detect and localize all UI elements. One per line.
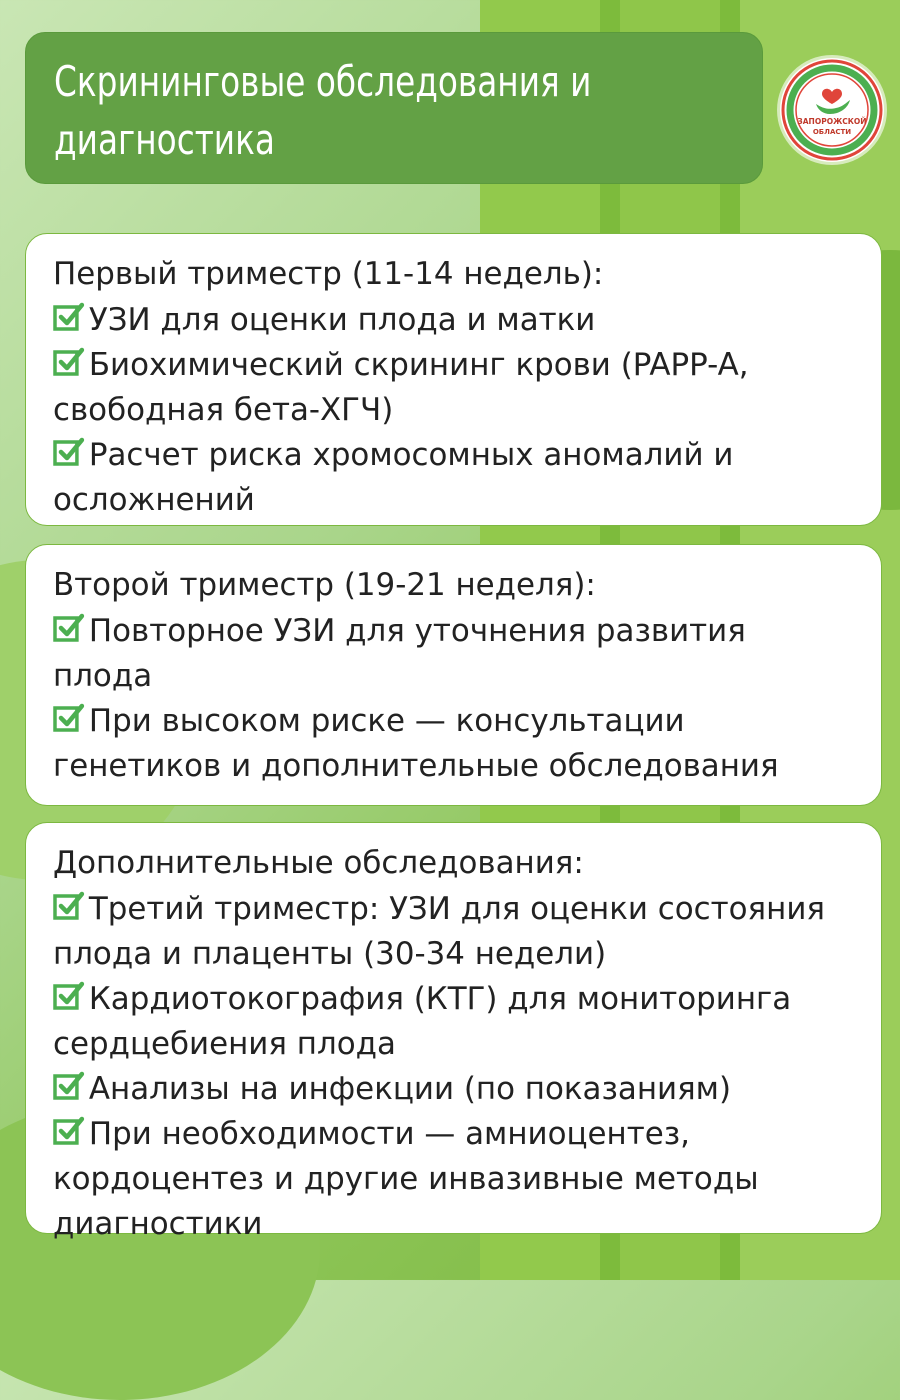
list-item-text: При необходимости — амниоцентез, bbox=[88, 1116, 690, 1152]
card-heading: Второй триместр (19-21 неделя): bbox=[53, 567, 596, 603]
list-item-text: генетиков и дополнительные обследования bbox=[53, 748, 779, 784]
list-item bbox=[53, 433, 881, 523]
heart-hand-icon bbox=[780, 58, 884, 162]
list-item bbox=[53, 343, 881, 433]
checkbox-checked-icon bbox=[53, 612, 85, 644]
title-line: диагностика bbox=[54, 115, 275, 164]
list-item bbox=[53, 609, 881, 699]
list-item-text: сердцебиения плода bbox=[53, 1026, 396, 1062]
list-item-text: плода bbox=[53, 658, 153, 694]
second-trimester-card bbox=[25, 544, 882, 806]
card-heading: Первый триместр (11-14 недель): bbox=[53, 256, 604, 292]
list-item bbox=[53, 977, 881, 1067]
checkbox-checked-icon bbox=[53, 346, 85, 378]
checkbox-checked-icon bbox=[53, 702, 85, 734]
title-banner bbox=[25, 32, 763, 184]
list-item-text: Третий триместр: УЗИ для оценки состояния bbox=[88, 891, 825, 927]
checkbox-checked-icon bbox=[53, 890, 85, 922]
list-item-text: Расчет риска хромосомных аномалий и bbox=[88, 437, 734, 473]
checkbox-checked-icon bbox=[53, 1070, 85, 1102]
list-item-text: Кардиотокография (КТГ) для мониторинга bbox=[88, 981, 792, 1017]
list-item bbox=[53, 699, 881, 789]
list-item-text: УЗИ для оценки плода и матки bbox=[88, 302, 596, 338]
additional-exams-card bbox=[25, 822, 882, 1242]
checkbox-checked-icon bbox=[53, 301, 85, 333]
list-item-text: При высоком риске — консультации bbox=[88, 703, 685, 739]
list-item bbox=[53, 298, 881, 343]
svg-text:ЗАПОРОЖСКОЙ: ЗАПОРОЖСКОЙ bbox=[797, 117, 867, 126]
card-heading: Дополнительные обследования: bbox=[53, 845, 584, 881]
checkbox-checked-icon bbox=[53, 436, 85, 468]
list-item-text: диагностики bbox=[53, 1206, 263, 1242]
list-item-text: плода и плаценты (30-34 недели) bbox=[53, 936, 607, 972]
checkbox-checked-icon bbox=[53, 1115, 85, 1147]
list-item-text: кордоцентез и другие инвазивные методы bbox=[53, 1161, 759, 1197]
list-item bbox=[53, 887, 881, 977]
page-title bbox=[54, 53, 733, 169]
list-item-text: Биохимический скрининг крови (PAPP-A, bbox=[88, 347, 749, 383]
region-logo bbox=[780, 58, 884, 162]
list-item bbox=[53, 1067, 881, 1112]
list-item-text: свободная бета-ХГЧ) bbox=[53, 392, 394, 428]
first-trimester-card bbox=[25, 233, 882, 526]
title-line: Скрининговые обследования и bbox=[54, 57, 592, 106]
list-item-text: осложнений bbox=[53, 482, 255, 518]
svg-text:ОБЛАСТИ: ОБЛАСТИ bbox=[812, 128, 852, 136]
list-item-text: Анализы на инфекции (по показаниям) bbox=[88, 1071, 732, 1107]
checkbox-checked-icon bbox=[53, 980, 85, 1012]
list-item bbox=[53, 1112, 881, 1247]
list-item-text: Повторное УЗИ для уточнения развития bbox=[88, 613, 746, 649]
